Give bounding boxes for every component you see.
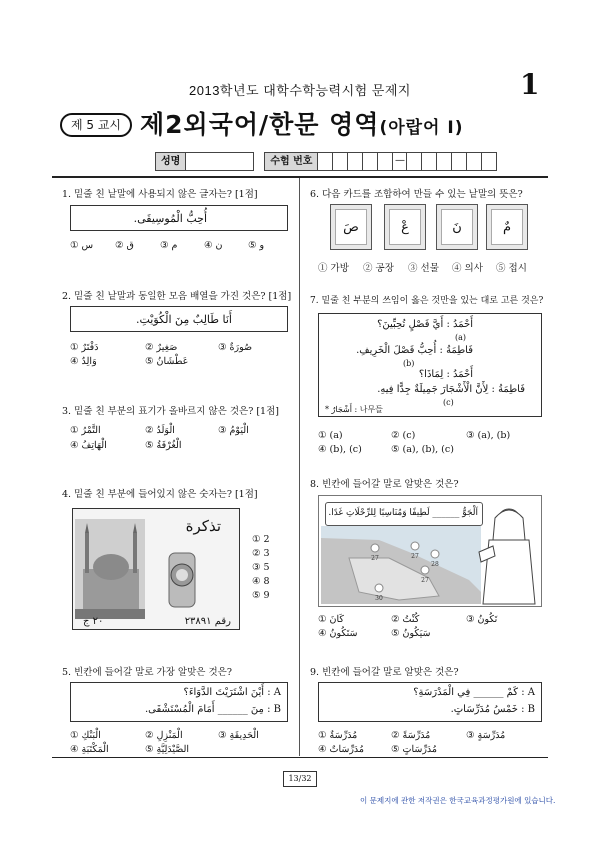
q6-card-2-letter: عْ: [389, 209, 421, 245]
q5-choice-2[interactable]: ② الْمَنْزِلِ: [145, 730, 183, 741]
q4-ticket: [72, 508, 240, 630]
q6-card-2: [384, 204, 426, 250]
q1-arabic: أُحِبُّ الْمُوسِيقَى.: [133, 212, 207, 225]
q7-choice-2[interactable]: ② (c): [391, 430, 416, 441]
q8-prompt: 8. 빈칸에 들어갈 말로 알맞은 것은?: [310, 479, 459, 490]
footer-page-number: 13/32: [283, 771, 317, 787]
q2-prompt: 2. 밑줄 친 낱말과 동일한 모음 배열을 가진 것은? [1점]: [62, 291, 292, 302]
q3-choice-2[interactable]: ② الْوَلَدُ: [145, 425, 175, 436]
q3-prompt: 3. 밑줄 친 부분의 표기가 올바르지 않은 것은? [1점]: [62, 406, 279, 417]
q3-choice-3[interactable]: ③ الْيَوْمُ: [218, 425, 249, 436]
q7-line-1: أَحْمَدُ : أَيَّ فَصْلٍ تُحِبِّينَ؟: [377, 319, 473, 330]
q9-choice-2[interactable]: ② مُدَرِّسَةً: [391, 730, 431, 741]
q8-figure: [318, 495, 542, 607]
q9-line-b: B : خَمْسُ مُدَرِّسَاتٍ.: [450, 704, 535, 715]
period-badge: 제 5 교시: [60, 113, 132, 137]
q9-choice-3[interactable]: ③ مُدَرِّسَةٍ: [466, 730, 506, 741]
q1-choice-4[interactable]: ④ ن: [204, 240, 223, 251]
q2-choice-1[interactable]: ① دَفْتَرٌ: [70, 342, 99, 353]
q7-mark-a: (a): [455, 333, 467, 342]
speech-bubble: [325, 502, 483, 526]
q5-choice-3[interactable]: ③ الْحَدِيقَةِ: [218, 730, 259, 741]
id-cell[interactable]: [437, 152, 452, 171]
id-cell[interactable]: [333, 152, 348, 171]
man-figure: [479, 509, 535, 604]
q9-prompt: 9. 빈칸에 들어갈 말로 알맞은 것은?: [310, 667, 459, 678]
id-cell[interactable]: [318, 152, 333, 171]
q5-prompt: 5. 빈칸에 들어갈 말로 가장 알맞은 것은?: [62, 667, 232, 678]
q2-choice-3[interactable]: ③ صُورَةٌ: [218, 342, 253, 353]
q4-choice-5[interactable]: ⑤ 9: [252, 590, 270, 601]
id-cell[interactable]: [422, 152, 437, 171]
q1-prompt: 1. 밑줄 친 낱말에 사용되지 않은 글자는? [1점]: [62, 189, 258, 200]
id-cell[interactable]: [348, 152, 363, 171]
q6-card-3-letter: نَ: [441, 209, 473, 245]
q8-choice-2[interactable]: ② كُنْتُ: [391, 614, 420, 625]
q6-card-3: [436, 204, 478, 250]
q7-choice-3[interactable]: ③ (a), (b): [466, 430, 511, 441]
q1-choice-2[interactable]: ② ق: [115, 240, 134, 251]
q7-prompt: 7. 밑줄 친 부분의 쓰임이 옳은 것만을 있는 대로 고른 것은?: [310, 296, 544, 306]
q6-choice-3[interactable]: ③ 선물: [408, 263, 439, 274]
q4-choice-4[interactable]: ④ 8: [252, 576, 270, 587]
q6-prompt: 6. 다음 카드를 조합하여 만들 수 있는 낱말의 뜻은?: [310, 189, 523, 200]
temp-label-1: 27: [371, 555, 379, 562]
q5-box: [70, 682, 288, 722]
q2-arabic: أَنَا طَالِبٌ مِنَ الْكُوَيْتِ.: [135, 313, 232, 326]
id-label: 수험 번호: [264, 152, 318, 171]
q7-line-4: فَاطِمَةُ : لِأَنَّ الْأَشْجَارَ جَمِيلَةٌ جِدًّا فِيهِ.: [377, 384, 525, 395]
id-dash: —: [393, 152, 407, 171]
q6-card-1: [330, 204, 372, 250]
footer-page-current: 13: [288, 774, 299, 783]
q1-choice-5[interactable]: ⑤ و: [248, 240, 265, 251]
q3-choice-1[interactable]: ① التَّمْرُ: [70, 425, 101, 436]
page-number: 1: [520, 68, 540, 101]
q6-choice-1[interactable]: ① 가방: [318, 263, 349, 274]
q7-gloss: * أَشْجَارٌ : 나무들: [325, 405, 383, 414]
footer-rule: [52, 757, 548, 758]
q3-choice-5[interactable]: ⑤ الْغُرْفَةُ: [145, 440, 182, 451]
temp-label-4: 27: [421, 577, 429, 584]
q7-choice-5[interactable]: ⑤ (a), (b), (c): [391, 444, 454, 455]
id-cell[interactable]: [378, 152, 393, 171]
q7-line-2: فَاطِمَةُ : أُحِبُّ فَصْلَ الْخَرِيفِ.: [356, 345, 473, 356]
q9-choice-4[interactable]: ④ مُدَرِّسَاتٌ: [318, 744, 365, 755]
id-cell[interactable]: [482, 152, 497, 171]
q7-choice-1[interactable]: ① (a): [318, 430, 343, 441]
q3-choice-4[interactable]: ④ الْهَاتِفُ: [70, 440, 107, 451]
q2-box: [70, 306, 288, 332]
id-cell[interactable]: [363, 152, 378, 171]
temp-label-5: 30: [375, 595, 383, 602]
q8-choice-3[interactable]: ③ تَكُونُ: [466, 614, 498, 625]
column-divider: [299, 178, 300, 756]
header-rule: [52, 176, 548, 178]
q9-box: [318, 682, 542, 722]
q2-choice-5[interactable]: ⑤ عَطْشَانُ: [145, 356, 189, 367]
temp-label-2: 27: [411, 553, 419, 560]
name-label: 성명: [155, 152, 186, 171]
ticket-title: تذكرة: [185, 517, 221, 535]
q4-prompt: 4. 밑줄 친 부분에 들어있지 않은 숫자는? [1점]: [62, 489, 258, 500]
subject-title: [140, 105, 464, 141]
exam-year-title: 2013학년도 대학수학능력시험 문제지: [189, 83, 411, 98]
footer-page-total: 32: [301, 774, 312, 783]
q6-choice-5[interactable]: ⑤ 접시: [496, 263, 527, 274]
q5-choice-5[interactable]: ⑤ الصَّيْدَلِيَّةِ: [145, 744, 190, 755]
q5-line-b: B : مِنَ ______ أَمَامَ الْمُسْتَشْفَى.: [144, 704, 281, 715]
subject-sub: (아랍어 I): [379, 118, 464, 138]
q4-choice-1[interactable]: ① 2: [252, 534, 270, 545]
ticket-number: رقم ٢٣٨٩١: [184, 616, 231, 627]
id-cell[interactable]: [407, 152, 422, 171]
q5-choice-4[interactable]: ④ الْمَكْتَبَةِ: [70, 744, 109, 755]
q7-box: [318, 313, 542, 417]
q8-bubble-text: اَلْجَوُّ ______ لَطِيفًا وَمُنَاسِبًا لِلرِّحْلَاتِ غَدًا.: [328, 508, 478, 518]
ticket-price: ٢٠ ج: [83, 616, 104, 627]
q7-line-3: أَحْمَدُ : لِمَاذَا؟: [418, 369, 473, 380]
q8-choice-5[interactable]: ⑤ سَيَكُونُ: [391, 628, 431, 639]
q9-line-a: A : كَمْ ______ فِي الْمَدْرَسَةِ؟: [413, 687, 535, 698]
q6-choice-2[interactable]: ② 공장: [363, 263, 394, 274]
candidate-id-row: [155, 152, 497, 171]
id-cell[interactable]: [467, 152, 482, 171]
q5-choice-1[interactable]: ① الْبَنْكِ: [70, 730, 101, 741]
q7-choice-4[interactable]: ④ (b), (c): [318, 444, 362, 455]
q6-card-4-letter: مٌ: [491, 209, 523, 245]
q8-choice-4[interactable]: ④ سَتَكُونُ: [318, 628, 358, 639]
q9-choice-1[interactable]: ① مُدَرِّسَةٌ: [318, 730, 358, 741]
q6-card-1-letter: صَ: [335, 209, 367, 245]
q2-choice-2[interactable]: ② صَغِيرٌ: [145, 342, 178, 353]
subject-main: 제2외국어/한문 영역: [140, 110, 380, 139]
q2-choice-4[interactable]: ④ وَالِدٌ: [70, 356, 97, 367]
q7-mark-c: (c): [443, 398, 454, 407]
q1-choice-1[interactable]: ① س: [70, 240, 94, 251]
q4-choice-3[interactable]: ③ 5: [252, 562, 270, 573]
q1-choice-3[interactable]: ③ م: [160, 240, 178, 251]
q4-choice-2[interactable]: ② 3: [252, 548, 270, 559]
q6-choice-4[interactable]: ④ 의사: [452, 263, 483, 274]
q9-choice-5[interactable]: ⑤ مُدَرِّسَاتٍ: [391, 744, 438, 755]
q8-choice-1[interactable]: ① كَانَ: [318, 614, 344, 625]
q6-card-4: [486, 204, 528, 250]
q7-mark-b: (b): [403, 359, 415, 368]
name-field[interactable]: [186, 152, 254, 171]
q5-line-a: A : أَيْنَ اشْتَرَيْتَ الدَّوَاءَ؟: [183, 687, 281, 698]
temp-label-3: 28: [431, 561, 439, 568]
copyright-notice: 이 문제지에 관한 저작권은 한국교육과정평가원에 있습니다.: [360, 796, 556, 805]
id-cell[interactable]: [452, 152, 467, 171]
q1-box: [70, 205, 288, 231]
